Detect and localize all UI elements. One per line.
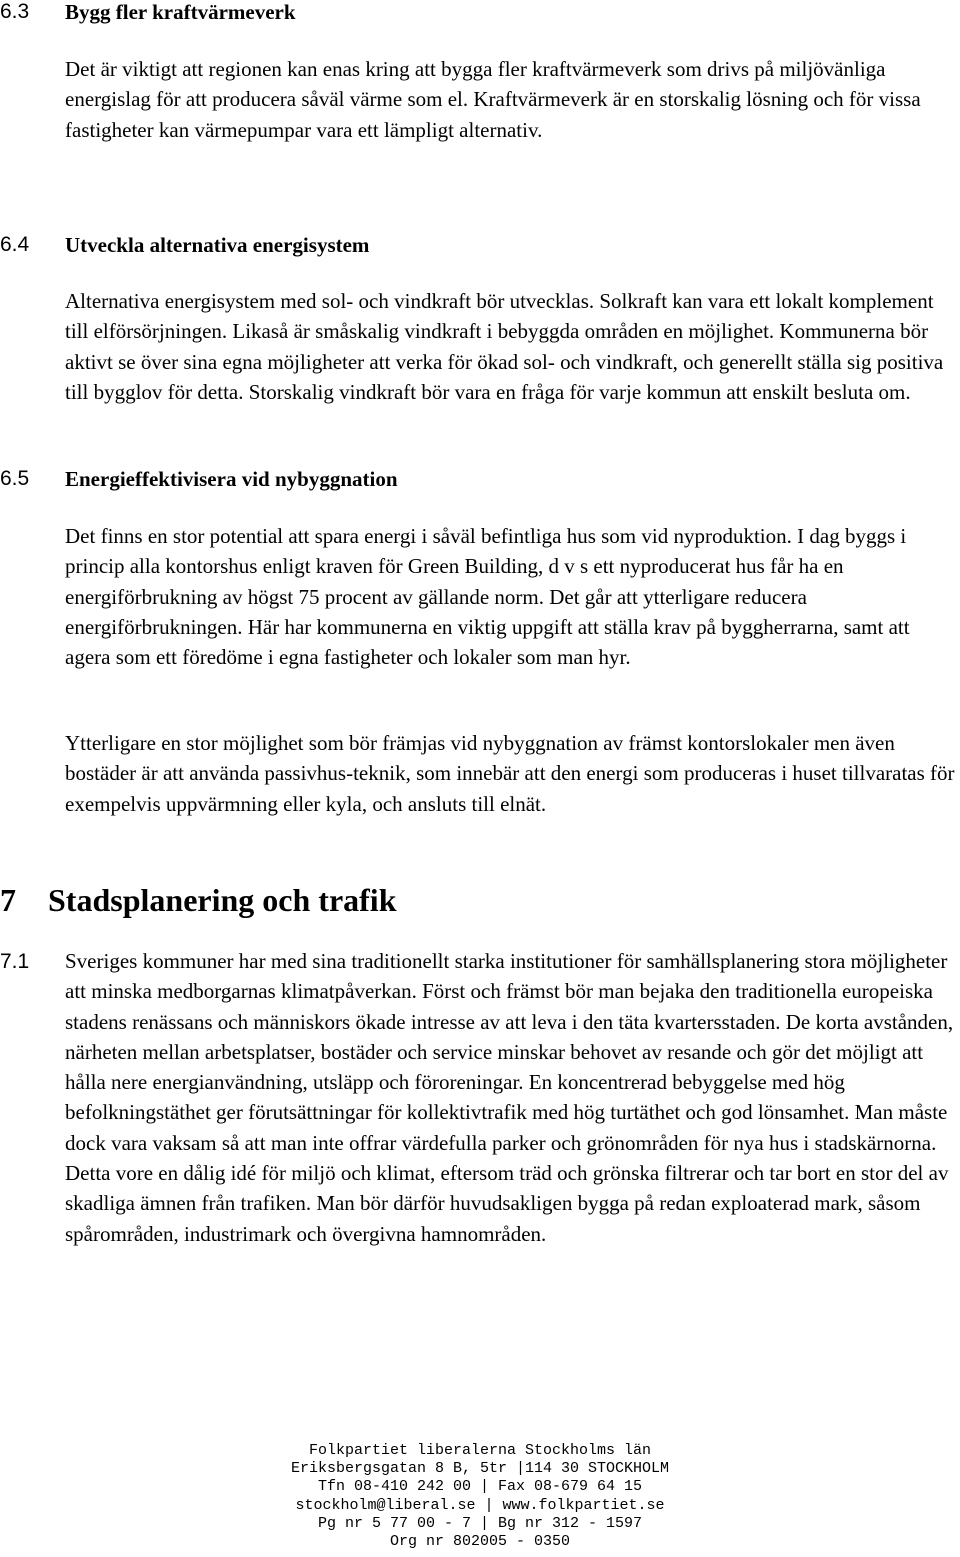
chapter-title-7: Stadsplanering och trafik	[48, 882, 397, 918]
section-number-7-1: 7.1	[0, 950, 30, 973]
section-body-6-5-paragraph-2: Ytterligare en stor möjlighet som bör främjas vid nybyggnation av främst kontorslokaler men även bostäder är att använda passivhus-teknik, som innebär att den energi som produceras i huset tillvaratas för exempelvis uppvärmning eller kyla, och ansluts till elnät.	[65, 731, 955, 816]
section-body-7-1: Sveriges kommuner har med sina traditionellt starka institutioner för samhällsplanering stora möjligheter att minska medborgarnas klimatpåverkan. Först och främst bör man bejaka den traditionella europeiska stadens renässans och människors ökade intresse av att leva i den täta kvartersstaden. De korta avstånden, närheten mellan arbetsplatser, bostäder och service minskar behovet av resande och gör det möjligt att hålla nere energianvändning, utsläpp och föroreningar. En koncentrerad bebyggelse med hög befolkningstäthet ger förutsättningar för kollektivtrafik med hög turtäthet och god lönsamhet. Man måste dock vara vaksam så att man inte offrar värdefulla parker och grönområden för nya hus i stadskärnorna. Detta vore en dålig idé för miljö och klimat, eftersom träd och grönska filtrerar och tar bort en stor del av skadliga ämnen från trafiken. Man bör därför huvudsakligen bygga på redan exploaterad mark, såsom spårområden, industrimark och övergivna hamnområden.	[65, 949, 954, 1246]
section-number-6-4: 6.4	[0, 233, 30, 256]
footer-address: Eriksbergsgatan 8 B, 5tr |114 30 STOCKHOLM	[290, 1460, 670, 1478]
section-number-6-3: 6.3	[0, 0, 30, 23]
section-body-6-5-paragraph-1: Det finns en stor potential att spara energi i såväl befintliga hus som vid nyproduktion. I dag byggs i princip alla kontorshus enligt kraven för Green Building, d v s ett nyproducerat hus får ha en energiförbrukning av högst 75 procent av gällande norm. Det går att ytterligare reducera energiförbrukningen. Här har kommunerna en viktig uppgift att ställa krav på byggherrarna, samt att agera som ett föredöme i egna fastigheter och lokaler som man hyr.	[65, 524, 910, 670]
section-heading-6-3: Bygg fler kraftvärmeverk	[65, 0, 296, 24]
footer-org-name: Folkpartiet liberalerna Stockholms län	[308, 1442, 652, 1459]
page-footer	[0, 1442, 960, 1551]
chapter-number-7: 7	[0, 882, 16, 918]
section-number-6-5: 6.5	[0, 467, 30, 490]
footer-giro-numbers: Pg nr 5 77 00 - 7 | Bg nr 312 - 1597	[317, 1514, 643, 1532]
section-heading-6-5: Energieffektivisera vid nybyggnation	[65, 467, 398, 491]
footer-phone-fax: Tfn 08-410 242 00 | Fax 08-679 64 15	[317, 1478, 643, 1496]
section-heading-6-4: Utveckla alternativa energisystem	[65, 233, 370, 257]
footer-email-web: stockholm@liberal.se | www.folkpartiet.se	[295, 1496, 665, 1514]
footer-org-number: Org nr 802005 - 0350	[389, 1533, 571, 1551]
section-body-6-4: Alternativa energisystem med sol- och vindkraft bör utvecklas. Solkraft kan vara ett lokalt komplement till elförsörjningen. Likaså är småskalig vindkraft i bebyggda områden en möjlighet. Kommunerna bör aktivt se över sina egna möjligheter att verka för ökad sol- och vindkraft, och generellt ställa sig positiva till bygglov för detta. Storskalig vindkraft bör vara en fråga för varje kommun att enskilt besluta om.	[65, 289, 944, 404]
section-body-6-3: Det är viktigt att regionen kan enas kring att bygga fler kraftvärmeverk som drivs på miljövänliga energislag för att producera såväl värme som el. Kraftvärmeverk är en storskalig lösning och för vissa fastigheter kan värmepumpar vara ett lämpligt alternativ.	[65, 57, 921, 142]
